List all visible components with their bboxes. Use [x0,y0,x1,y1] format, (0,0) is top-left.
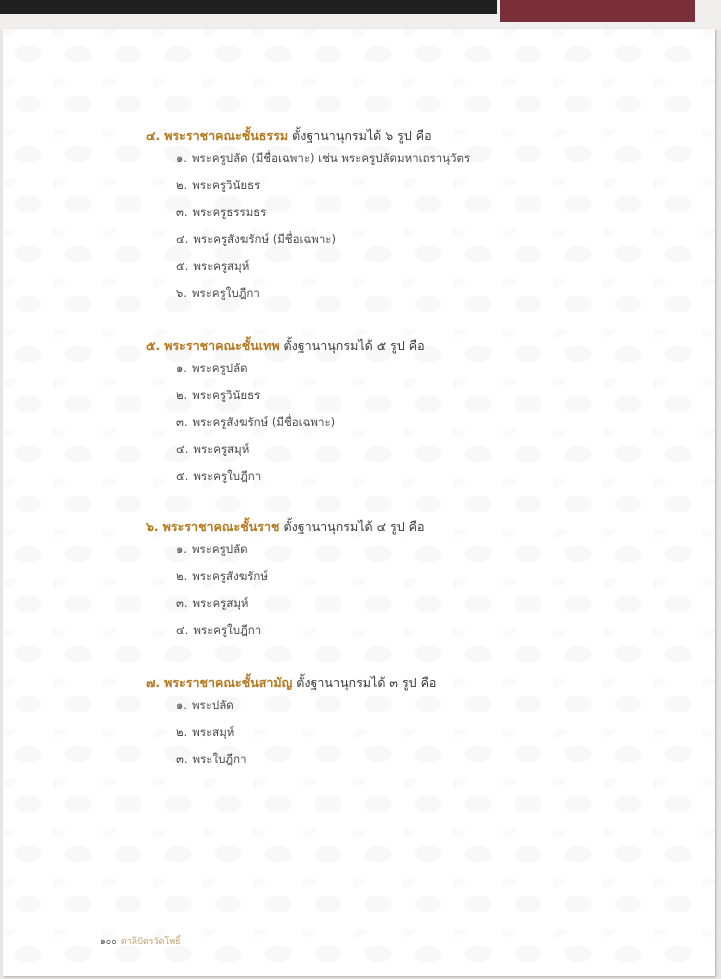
list-item [146,617,425,644]
item-text: พระใบฎีกา [192,752,247,766]
section-thep [146,337,425,490]
list-item [146,563,425,590]
section-title: พระราชาคณะชั้นราช [162,519,280,534]
list-item [146,590,425,617]
list-item [146,436,425,463]
item-number: ๑. [176,542,187,556]
list-item [146,226,470,253]
book-title: ตาลิปัตรวัดโพธิ์ [120,937,181,947]
item-text: พระครูสมุห์ [193,442,250,456]
section-number: ๗. [146,675,161,690]
book-cover-edge [500,0,695,22]
item-number: ๓. [176,415,188,429]
section-raj [146,518,425,644]
list-item [146,199,470,226]
item-number: ๒. [176,569,188,583]
list-item [146,253,470,280]
section-dharma [146,127,470,307]
item-text: พระครูวินัยธร [192,388,261,402]
list-item [146,355,425,382]
item-number: ๑. [176,698,187,712]
item-text: พระครูปลัด (มีชื่อเฉพาะ) เช่น พระครูปลัดมหาเถรานุวัตร [191,151,471,165]
section-heading [146,674,436,692]
section-heading [146,127,470,145]
page-footer [100,934,181,948]
section-number: ๔. [146,128,161,143]
section-saman [146,674,436,773]
item-text: พระครูสังฆรักษ์ (มีชื่อเฉพาะ) [192,415,336,429]
section-description: ตั้งฐานานุกรมได้ ๕ รูป คือ [283,338,425,353]
page-number: ๑๐๐ [100,937,117,947]
item-text: พระครูสังฆรักษ์ [192,569,268,583]
item-number: ๖. [176,286,187,300]
item-number: ๓. [176,596,188,610]
item-number: ๒. [176,725,188,739]
section-heading [146,337,425,355]
item-text: พระครูปลัด [191,542,248,556]
item-text: พระครูปลัด [191,361,248,375]
rank-list [146,355,425,490]
item-text: พระปลัด [191,698,234,712]
list-item [146,692,436,719]
section-description: ตั้งฐานานุกรมได้ ๓ รูป คือ [296,675,437,690]
page [3,29,715,976]
section-heading [146,518,425,536]
section-number: ๖. [146,519,159,534]
list-item [146,463,425,490]
list-item [146,382,425,409]
item-text: พระครูใบฎีกา [193,469,262,483]
list-item [146,280,470,307]
section-title: พระราชาคณะชั้นเทพ [164,338,280,353]
section-number: ๕. [146,338,161,353]
item-number: ๑. [176,361,187,375]
rank-list [146,145,470,307]
rank-list [146,692,436,773]
list-item [146,746,436,773]
item-number: ๓. [176,752,188,766]
list-item [146,172,470,199]
rank-list [146,536,425,644]
list-item [146,719,436,746]
item-number: ๒. [176,388,188,402]
item-number: ๔. [176,623,189,637]
item-number: ๔. [176,232,189,246]
list-item [146,536,425,563]
item-text: พระครูใบฎีกา [191,286,260,300]
list-item [146,145,470,172]
item-number: ๑. [176,151,187,165]
item-number: ๔. [176,442,189,456]
item-number: ๕. [176,469,189,483]
item-number: ๕. [176,259,189,273]
section-description: ตั้งฐานานุกรมได้ ๖ รูป คือ [292,128,432,143]
item-text: พระสมุห์ [192,725,235,739]
item-number: ๓. [176,205,188,219]
item-number: ๒. [176,178,188,192]
book-edge-dark [0,0,497,14]
item-text: พระครูธรรมธร [192,205,267,219]
list-item [146,409,425,436]
item-text: พระครูวินัยธร [192,178,261,192]
section-title: พระราชาคณะชั้นสามัญ [164,675,293,690]
item-text: พระครูสังฆรักษ์ (มีชื่อเฉพาะ) [193,232,336,246]
item-text: พระครูสมุห์ [192,596,249,610]
section-description: ตั้งฐานานุกรมได้ ๔ รูป คือ [283,519,425,534]
item-text: พระครูใบฎีกา [193,623,262,637]
item-text: พระครูสมุห์ [193,259,250,273]
section-title: พระราชาคณะชั้นธรรม [164,128,289,143]
